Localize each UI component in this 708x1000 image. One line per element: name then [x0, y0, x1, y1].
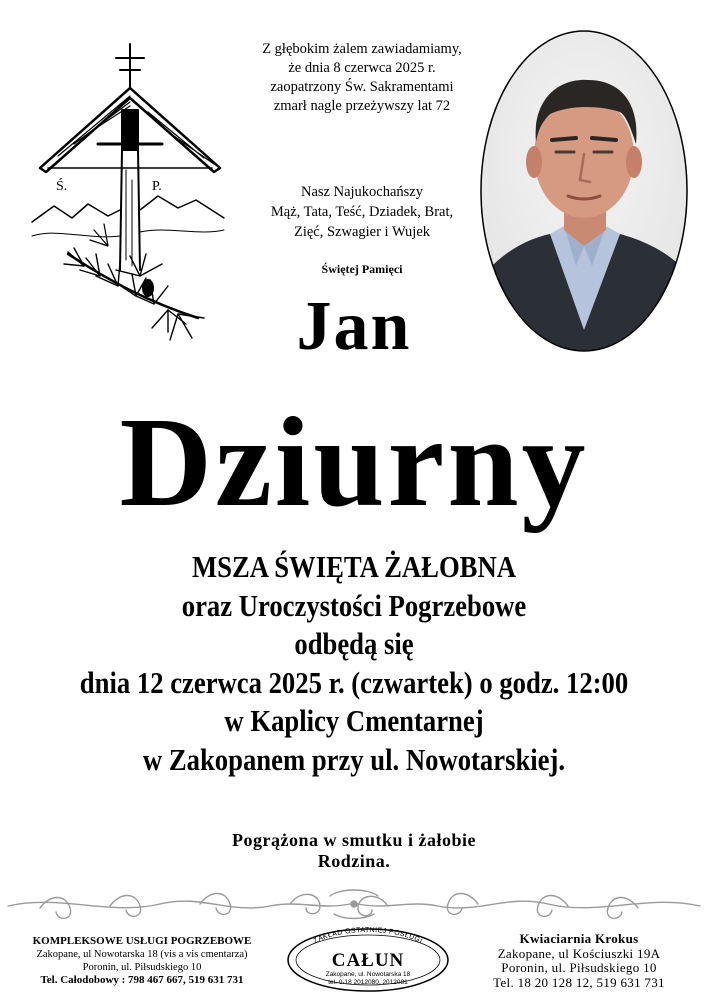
- mourners-signature: [0, 830, 708, 872]
- ceremony-line-1: MSZA ŚWIĘTA ŻAŁOBNA: [192, 549, 516, 584]
- portrait-photo: [480, 30, 688, 352]
- funeral-home-address-2: Poronin, ul. Piłsudskiego 10: [82, 962, 202, 973]
- funeral-ceremony-details: [50, 548, 659, 779]
- intro-line-3: zaopatrzony Św. Sakramentami: [270, 79, 454, 95]
- family-line-3: Zięć, Szwagier i Wujek: [293, 224, 431, 240]
- ceremony-line-3: odbędą się: [294, 626, 414, 661]
- mourners-line-1: Pogrążona w smutku i żałobie: [231, 830, 476, 850]
- deceased-first-name: Jan: [296, 288, 412, 365]
- mourners-line-2: Rodzina.: [317, 851, 391, 871]
- ceremony-line-4: dnia 12 czerwca 2025 r. (czwartek) o godz. 12:00: [79, 664, 629, 700]
- logo-top-text: ZAKŁAD OSTATNIEJ POSŁUGI: [312, 926, 424, 946]
- ceremony-line-2: oraz Uroczystości Pogrzebowe: [181, 587, 527, 623]
- funeral-home-phone: Tel. Całodobowy : 798 467 667, 519 631 731: [40, 974, 244, 986]
- florist-address-1: Zakopane, ul Kościuszki 19A: [497, 945, 661, 961]
- florist-phone: Tel. 18 20 128 12, 519 631 731: [493, 974, 665, 990]
- deceased-surname: Dziurny: [119, 391, 589, 533]
- calun-logo: [284, 926, 452, 994]
- logo-name: CAŁUN: [331, 950, 405, 971]
- funeral-home-title: KOMPLEKSOWE USŁUGI POGRZEBOWE: [32, 935, 252, 947]
- funeral-home-address-1: Zakopane, ul Nowotarska 18 (vis a vis cmentarza): [36, 949, 248, 960]
- logo-phone: tel. 0-18 2012080, 2012081: [328, 979, 408, 986]
- family-line-2: Mąż, Tata, Teść, Dziadek, Brat,: [270, 204, 454, 220]
- family-roles: [232, 182, 492, 242]
- death-announcement-intro: [232, 40, 492, 116]
- logo-address: Zakopane, ul. Nowotarska 18: [325, 971, 411, 978]
- florist-title: Kwiaciarnia Krokus: [519, 931, 639, 946]
- intro-line-4: zmarł nagle przeżywszy lat 72: [273, 98, 451, 114]
- intro-line-1: Z głębokim żalem zawiadamiamy,: [262, 41, 462, 57]
- ceremony-line-6: w Zakopanem przy ul. Nowotarskiej.: [142, 741, 566, 777]
- ornamental-divider: [0, 884, 708, 924]
- cross-letter-p: P.: [152, 179, 162, 194]
- memory-label: Świętej Pamięci: [321, 262, 403, 276]
- florist-info: [452, 932, 706, 990]
- funeral-home-info: [4, 935, 280, 987]
- family-line-1: Nasz Najukochańszy: [301, 184, 423, 200]
- wayside-cross-illustration: [28, 40, 228, 350]
- florist-address-2: Poronin, ul. Piłsudskiego 10: [501, 960, 657, 975]
- ceremony-line-5: w Kaplicy Cmentarnej: [224, 703, 484, 738]
- cross-letter-s: Ś.: [56, 179, 68, 194]
- intro-line-2: że dnia 8 czerwca 2025 r.: [288, 60, 436, 76]
